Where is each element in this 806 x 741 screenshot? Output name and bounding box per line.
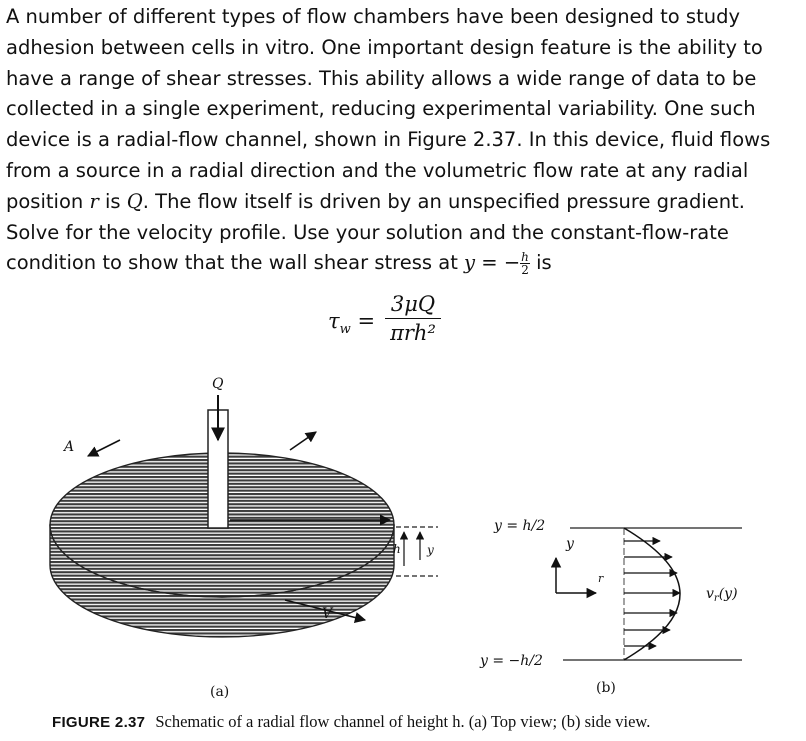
condition-y: y xyxy=(464,251,476,275)
top-view-panel xyxy=(50,376,438,700)
label-y-axis: y xyxy=(566,536,574,552)
velocity-profile xyxy=(624,528,680,660)
inline-fraction xyxy=(520,251,530,276)
flow-arrow-upper-left xyxy=(88,440,120,456)
label-bottom-wall: y = −h/2 xyxy=(480,653,543,669)
label-vr xyxy=(706,586,738,604)
side-view-panel xyxy=(479,518,742,696)
label-h: h xyxy=(393,542,401,556)
label-r-axis: r xyxy=(598,572,604,585)
problem-text: A number of different types of flow chambers have been designed to study adhesion between cells in vitro. One important design feature is the ability to have a range of shear stresses. This ability allows a wide range of data to be collected in a single experiment, reducing experimental variability. One such device is a radial-flow channel, shown in Figure 2.37. In this device, fluid flows from a source in a radial direction and the volumetric flow rate at any radial position xyxy=(6,5,771,213)
equation-equals: = xyxy=(350,309,376,333)
label-a: A xyxy=(64,439,75,455)
problem-is-end: is xyxy=(536,251,552,275)
problem-text-continued: . The flow itself is driven by an unspecified pressure gradient. Solve for the velocity profile. Use your solution and the constant-flow-rate condition to show that the wall shear stress at xyxy=(6,189,746,275)
fraction-numerator: h xyxy=(521,250,529,265)
fraction-denominator: 2 xyxy=(521,263,529,278)
panel-a-label: (a) xyxy=(210,684,230,700)
label-v: V xyxy=(322,606,333,622)
variable-r: r xyxy=(89,189,99,213)
tau-symbol: τ xyxy=(328,309,340,333)
figure-caption xyxy=(52,712,650,732)
condition-equals: = − xyxy=(475,251,521,275)
caption-number: FIGURE 2.37 xyxy=(52,714,146,731)
problem-is: is xyxy=(104,189,121,213)
label-y-small: y xyxy=(427,543,434,557)
label-vr-main: v xyxy=(706,586,714,602)
panel-b-label: (b) xyxy=(596,680,616,696)
velocity-arrows xyxy=(624,541,680,646)
equation-lhs xyxy=(328,309,375,337)
flow-arrow-upper-right xyxy=(290,432,316,450)
caption-text: Schematic of a radial flow channel of height h. (a) Top view; (b) side view. xyxy=(155,712,651,731)
variable-q: Q xyxy=(126,189,143,213)
equation-fraction xyxy=(385,292,441,345)
problem-statement xyxy=(6,2,798,279)
figure-radial-flow-channel xyxy=(0,360,806,700)
label-top-wall: y = h/2 xyxy=(494,518,546,534)
tau-subscript: w xyxy=(339,322,351,338)
label-vr-subscript: r xyxy=(713,593,719,604)
equation-numerator: 3μQ xyxy=(385,292,441,319)
label-vr-argument: (y) xyxy=(718,586,738,602)
equation-denominator: πrh² xyxy=(390,321,436,345)
label-q: Q xyxy=(212,376,224,392)
